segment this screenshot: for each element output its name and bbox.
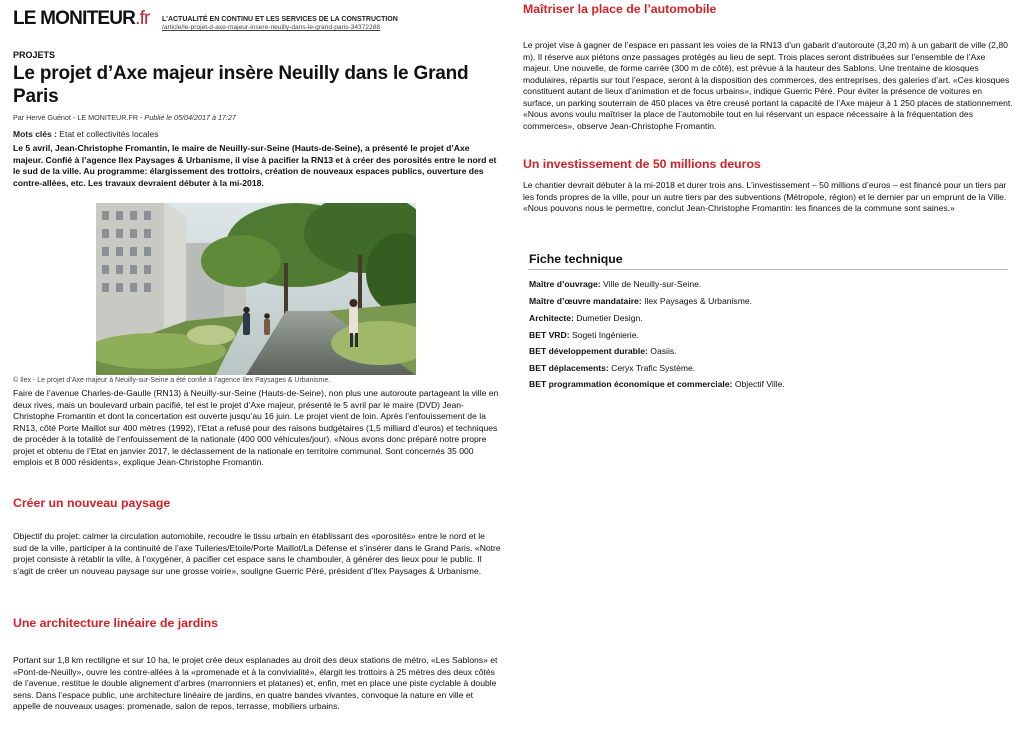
logo-text: LE MONITEUR (13, 8, 136, 29)
fiche-row (529, 363, 695, 374)
fiche-row (529, 313, 643, 324)
fiche-row (529, 296, 752, 307)
keywords-label: Mots clés : (13, 129, 60, 139)
byline-published: Publié le 05/04/2017 à 17:27 (144, 113, 236, 122)
fiche-value: Ilex Paysages & Urbanisme. (641, 296, 753, 306)
fiche-label: Maître d’œuvre mandataire: (529, 296, 642, 306)
paragraph-5: Le chantier devrait débuter à la mi-2018 et durer trois ans. L’investissement – 50 millions d’euros – est financé pour un tiers par les fonds propres de la ville, pour un autre tiers par des subventions (Métropole, région) et le dernier par un emprunt de la Ville. «Nous pouvons nous le permettre, conclut Jean-Christophe Fromantin: les finances de la commune sont saines.» (523, 180, 1007, 214)
heading-investissement: Un investissement de 50 millions deuros (523, 157, 761, 171)
paragraph-3: Portant sur 1,8 km rectiligne et sur 10 ha, le projet crée deux esplanades au droit des deux stations de métro, «Les Sablons» et «Pont-de-Neuilly», ouvre les contre-allées à la «promenade et à la convivialité», élargit les trottoirs à 25 mètres des deux côtés de l’avenue, restitue le double alignement d’arbres (marronniers et platanes) et, enfin, met en place une piste cyclable à double sens. Dans l’espace public, une architecture linéaire de jardins, en quatre bandes vivantes, convoque la nature en ville et appelle de nouveaux usages: promenade, salon de repos, terrasse, mobiliers urbains. (13, 655, 498, 712)
fiche-label: BET programmation économique et commerciale: (529, 379, 733, 389)
keywords (13, 129, 159, 140)
fiche-label: BET déplacements: (529, 363, 609, 373)
fiche-row (529, 330, 639, 341)
fiche-value: Objectif Ville. (732, 379, 785, 389)
site-tagline: L'ACTUALITÉ EN CONTINU ET LES SERVICES DE LA CONSTRUCTION (162, 16, 398, 23)
article-photo (96, 203, 416, 375)
fiche-label: Maître d’ouvrage: (529, 279, 601, 289)
paragraph-1: Faire de l’avenue Charles-de-Gaulle (RN13) à Neuilly-sur-Seine (Hauts-de-Seine), non plus une autoroute partageant la ville en deux rives, mais un boulevard urbain pacifié, tel est le projet d’Axe majeur, présenté le 5 avril par le maire (DVD) Jean-Christophe Fromantin et dont la concertation est ouverte jusqu’au 16 juin. Le projet vient de loin. Après l’enfouissement de la RN13, côté Porte Maillot sur 400 mètres (1992), l’Etat a refusé pour des raisons budgétaires (1,5 milliard d’euros) et techniques de procéder à la totalité de l’enfouissement de la nationale (400 000 véhicules/jour). «Nous avons donc préparé notre propre projet et obtenu de l’Etat en janvier 2017, le déclassement de la nationale en territoire communal. Sont concernés 35 000 emplois et 8 000 résidents», explique Jean-Christophe Fromantin. (13, 388, 499, 468)
section-label[interactable]: PROJETS (13, 50, 56, 60)
heading-maitriser-automobile: Maîtriser la place de l’automobile (523, 2, 717, 16)
paragraph-4: Le projet vise à gagner de l’espace en passant les voies de la RN13 d’un gabarit d’autoroute (3,20 m) à un gabarit de ville (2,80 m). Il réserve aux piétons onze passages protégés au lieu de sept. Trois places seront distribuées sur l’ensemble de l’Axe majeur. Une nouvelle, de forme carrée (300 m de côté), est prévue à la hauteur des Sablons. Une trentaine de kiosques modulaires, répartis sur tout l’espace, seront à la disposition des commerces, des entreprises, des galeries d’art. «Ces kiosques constituent autant de lieux d’animation et de focus urbains», indique Guerric Péré. Pour éviter la présence de voitures en surface, un parking souterrain de 450 places va être creusé portant la capacité de l’Axe majeur à 1 250 places de stationnement. «Nous avons voulu maîtriser la place de l’automobile tout en lui réservant un espace nécessaire à la fréquentation des commerces», observe Jean-Christophe Fromantin. (523, 40, 1013, 131)
fiche-row (529, 379, 785, 390)
article-title: Le projet d’Axe majeur insère Neuilly dans le Grand Paris (13, 63, 469, 108)
fiche-divider (528, 269, 1008, 270)
fiche-label: BET développement durable: (529, 346, 648, 356)
keyword-link[interactable]: Etat et collectivités locales (59, 129, 159, 139)
fiche-label: BET VRD: (529, 330, 570, 340)
fiche-row (529, 346, 677, 357)
fiche-label: Architecte: (529, 313, 574, 323)
fiche-value: Ville de Neuilly-sur-Seine. (600, 279, 702, 289)
site-logo[interactable] (13, 6, 150, 31)
paragraph-2: Objectif du projet: calmer la circulation automobile, recoudre le tissu urbain en établissant des «porosités» entre le nord et le sud de la ville, participer à la continuité de l’axe Tuileries/Etoile/Porte Maillot/La Défense et s’insérer dans le Grand Paris. «Notre projet consiste à rétablir la ville, à l’oxygéner, à pacifier cet espace sans le chambouler, à générer des lieux pour le public. Il s’agit de créer un nouveau paysage sur une grosse voirie», souligne Guerric Péré, président d’Ilex Paysages & Urbanisme. (13, 531, 501, 576)
fiche-value: Dumetier Design. (573, 313, 643, 323)
logo-suffix: .fr (135, 8, 150, 29)
byline-author: Par Hervé Guénot - LE MONITEUR.FR - (13, 113, 145, 122)
article-url-link[interactable]: /article/le-projet-d-axe-majeur-insere-neuilly-dans-le-grand-paris-34372288 (162, 24, 381, 31)
photo-caption: © Ilex - Le projet d’Axe majeur à Neuilly-sur-Seine a été confié à l’agence Ilex Paysages & Urbanisme. (13, 377, 331, 384)
heading-architecture-lineaire: Une architecture linéaire de jardins (13, 616, 219, 630)
heading-creer-nouveau-paysage: Créer un nouveau paysage (13, 496, 171, 510)
byline (13, 113, 236, 123)
fiche-value: Ceryx Trafic Système. (608, 363, 696, 373)
article-lead: Le 5 avril, Jean-Christophe Fromantin, le maire de Neuilly-sur-Seine (Hauts-de-Seine), a présenté le projet d’Axe majeur. Confié à l’agence Ilex Paysages & Urbanisme, il vise à pacifier la RN13 et à créer des porosités entre le nord et le sud de la ville. Au programme: élargissement des trottoirs, création de nouveaux espaces publics, ouverture des contre-allées, etc. Les travaux devraient débuter à la mi-2018. (13, 143, 497, 188)
fiche-row (529, 279, 701, 290)
fiche-technique-title: Fiche technique (529, 252, 623, 266)
fiche-value: Sogeti Ingénierie. (569, 330, 639, 340)
fiche-value: Oasiis. (647, 346, 677, 356)
